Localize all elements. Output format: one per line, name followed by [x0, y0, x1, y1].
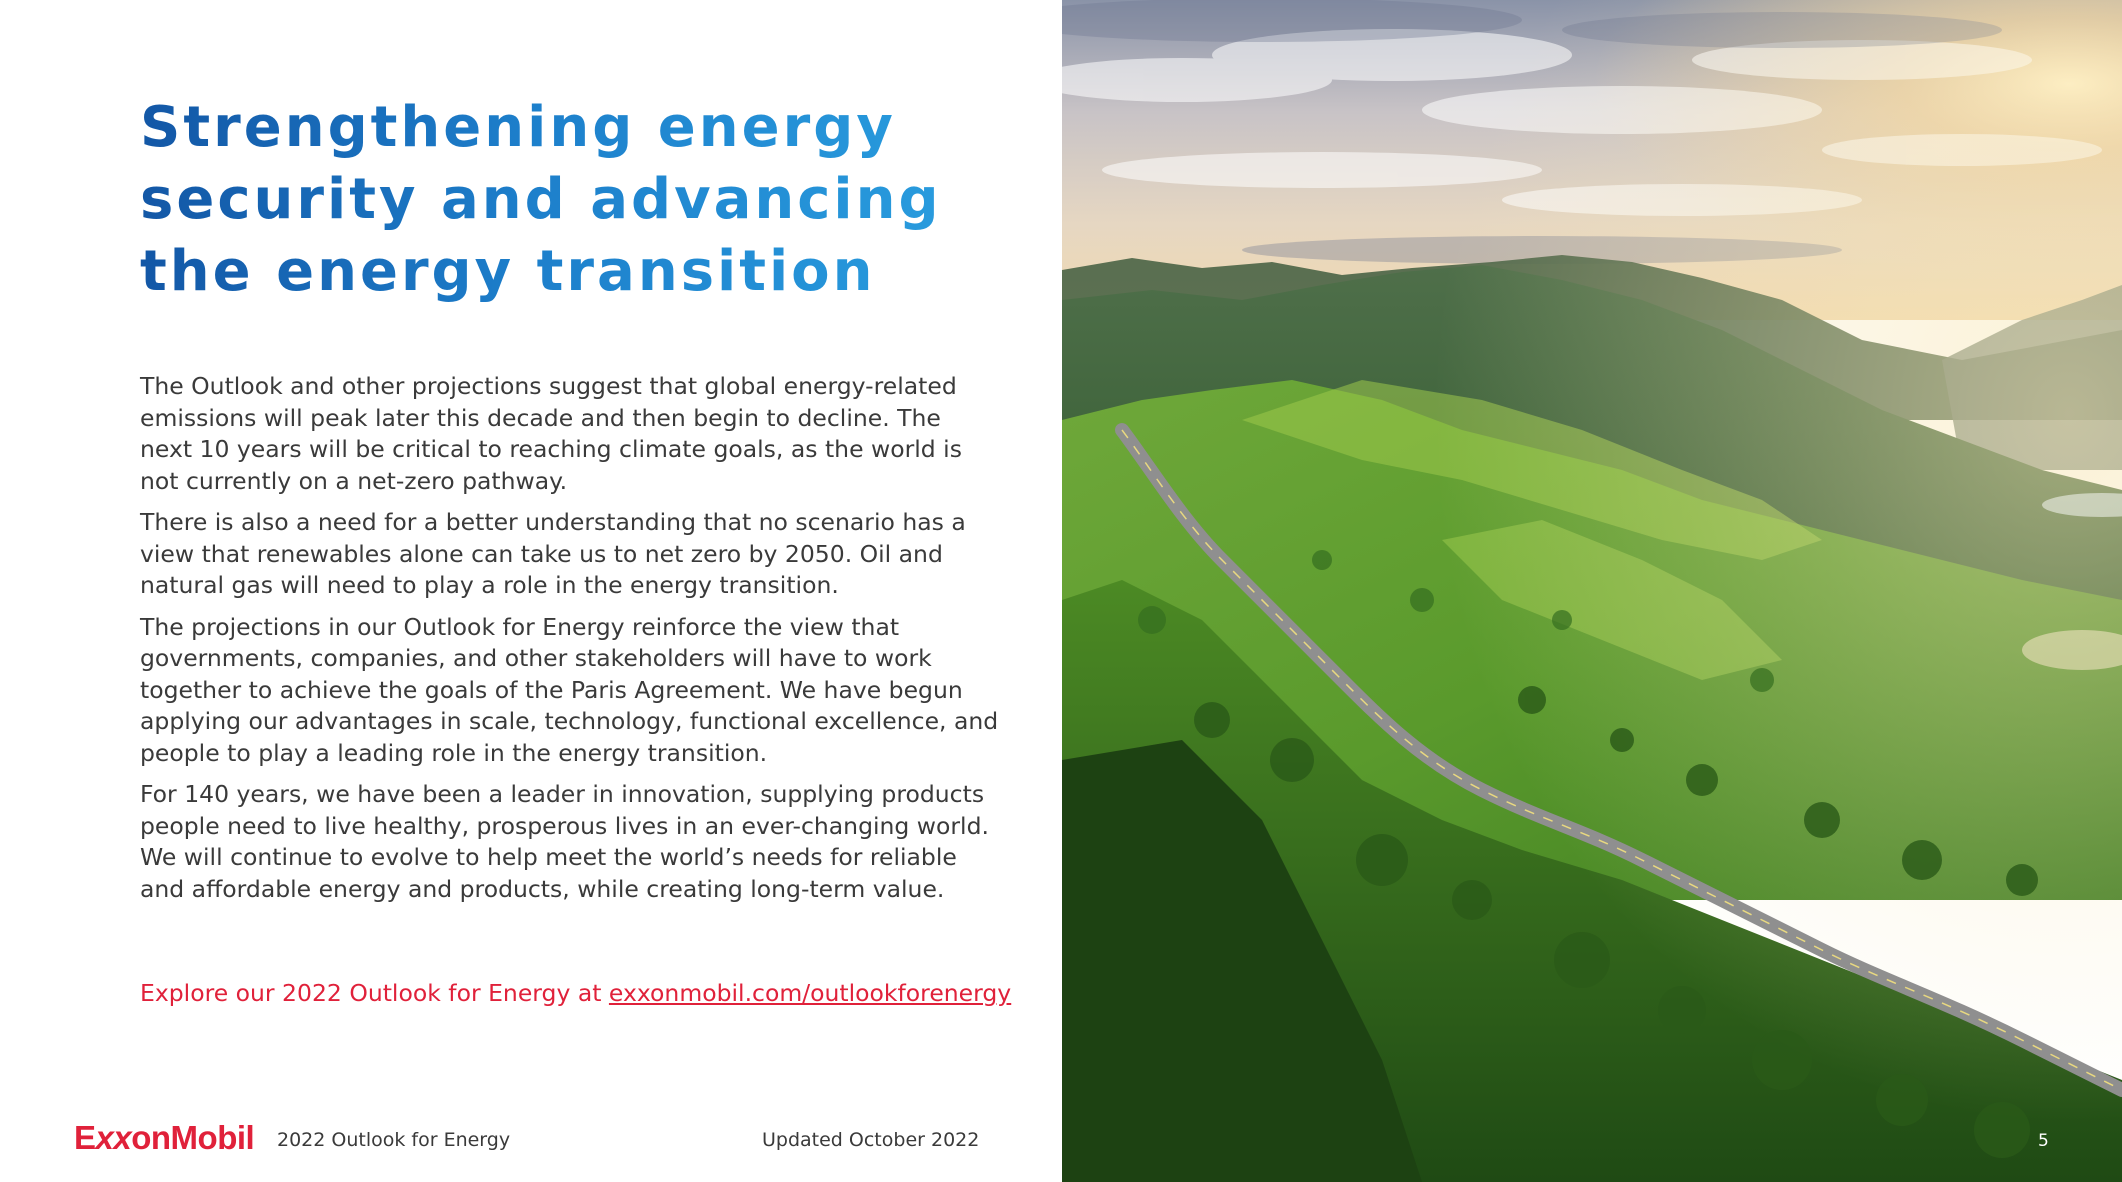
paragraph-2: There is also a need for a better understanding that no scenario has a view that renewables alone can take us to net zero by 2050. Oil and natural gas will need to play a role in the energy transition.: [140, 508, 966, 599]
body-text: [140, 371, 1000, 915]
paragraph-1: The Outlook and other projections suggest that global energy-related emissions will peak later this decade and then begin to decline. The next 10 years will be critical to reaching climate goals, as the world is not currently on a net-zero pathway.: [140, 372, 962, 495]
publication-name: 2022 Outlook for Energy: [277, 1129, 511, 1151]
title-line-3: the energy transition: [140, 239, 876, 304]
cta-text: Explore our 2022 Outlook for Energy at: [140, 979, 609, 1007]
outlook-link[interactable]: exxonmobil.com/outlookforenergy: [608, 979, 1012, 1007]
page-number: 5: [2038, 1131, 2049, 1151]
exxonmobil-logo: [74, 1120, 254, 1156]
logo-onmobil: onMobil: [131, 1119, 255, 1156]
paragraph-4: For 140 years, we have been a leader in innovation, supplying products people need to live healthy, prosperous lives in an ever-changing world. We will continue to evolve to help meet the world’s needs for reliable and affordable energy and products, while creating long-term value.: [140, 780, 989, 903]
outlook-cta: [140, 978, 1040, 1009]
title-line-2: security and advancing: [140, 167, 942, 232]
logo-xx: xx: [95, 1119, 132, 1156]
paragraph-3: The projections in our Outlook for Energy reinforce the view that governments, companies, and other stakeholders will have to work together to achieve the goals of the Paris Agreement. We have begun applying our advantages in scale, technology, functional excellence, and people to play a leading role in the energy transition.: [140, 612, 999, 767]
mountain-road-landscape-image: [1062, 0, 2122, 1182]
updated-date: Updated October 2022: [762, 1129, 980, 1151]
logo-e: E: [74, 1119, 96, 1156]
title-line-1: Strengthening energy: [140, 95, 896, 160]
page-title: [140, 92, 1000, 308]
